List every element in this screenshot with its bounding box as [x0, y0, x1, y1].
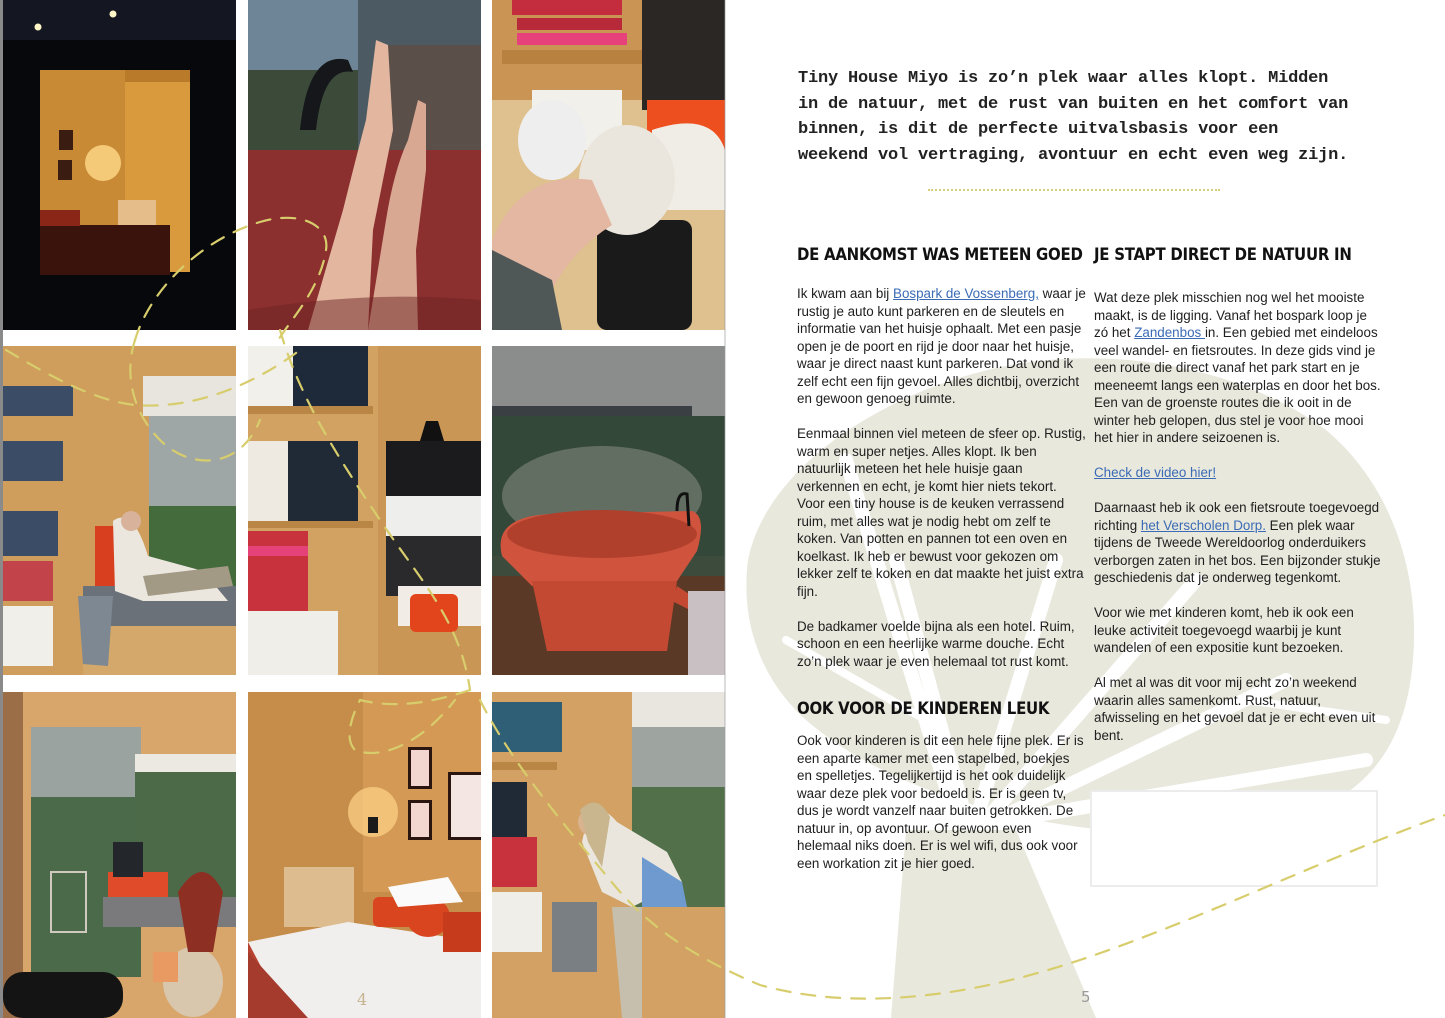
article-column-right [1094, 244, 1382, 744]
arrival-paragraph-3: De badkamer voelde bijna als een hotel. Ruim, schoon en een heerlijke warme douche. Echt zo’n plek waar je even helemaal tot rust komt. [797, 618, 1075, 669]
intro-paragraph: Tiny House Miyo is zo’n plek waar alles klopt. Midden in de natuur, met de rust van buiten en het comfort van binnen, is dit de perfecte uitvalsbasis voor een weekend vol vertraging, avontuur en echt even weg zijn. [798, 69, 1349, 165]
kids-paragraph-1: Ook voor kinderen is dit een hele fijne plek. Er is een aparte kamer met een stapelbed, boekjes en spelletjes. Tegelijkertijd is het ook duidelijk waar deze plek voor bedoeld is. Er is geen tv, dus je wordt vanzelf naar buiten getrokken. De natuur in, op avontuur. Of gewoon even helemaal niks doen. Er is wel wifi, dus ook voor een workation zit je hier goed. [797, 733, 1084, 871]
photo-woman-leaning-image [492, 692, 725, 1018]
nature-paragraph-4: Al met al was dit voor mij echt zo’n weekend waarin alles samenkomt. Rust, natuur, afwisseling en het gevoel dat je er echt even uit bent. [1094, 675, 1376, 743]
link-check-video[interactable]: Check de video hier! [1094, 465, 1217, 480]
photo-living-area-image [3, 692, 236, 1018]
article-column-left [797, 244, 1087, 872]
nature-text-before: Wat deze plek misschien nog wel het mooiste maakt, is de ligging. Vanaf het bospark loop je zó het [1094, 290, 1367, 340]
heading-arrival: DE AANKOMST WAS METEEN GOED [797, 245, 1083, 265]
page-number-right: 5 [1081, 988, 1091, 1006]
nature-paragraph-3: Voor wie met kinderen komt, heb ik ook een leuke activiteit toegevoegd waarbij je kunt wandelen of een expositie kunt bezoeken. [1094, 605, 1354, 655]
arrival-text-after: waar je rustig je auto kunt parkeren en de sleutels en informatie van het huisje ophaalt. Met een pasje open je de poort en rijd je door naar het huisje, waar je direct naast kunt parkeren. Dat vond ik zelf echt een fijn gevoel. Alles dichtbij, overzicht en gewoon genoeg ruimte. [797, 286, 1086, 406]
nature-text-after: in. Een gebied met eindeloos veel wandel- en fietsroutes. In deze gids vind je een route die direct vanaf het park start en je meeneemt langs een waterplas en door het bos. Een van de groenste routes die ik ooit in de winter heb gelopen, dus stel je voor hoe mooi het hier in andere seizoenen is. [1094, 325, 1381, 445]
nature-paragraph-1 [1094, 289, 1382, 447]
photo-window-seat-reading [3, 346, 236, 675]
heading-kids: OOK VOOR DE KINDEREN LEUK [797, 699, 1050, 719]
photo-bookshelves-kitchen [248, 346, 481, 675]
photo-living-area [3, 692, 236, 1018]
link-zandenbos[interactable]: Zandenbos [1134, 325, 1205, 340]
arrival-paragraph-2: Eenmaal binnen viel meteen de sfeer op. Rustig, warm en super netjes. Alles klopt. Ik ben natuurlijk meteen het hele huisje gaan verkennen en echt, je komt hier niets tekort. Voor een tiny house is de keuken verrassend ruim, met alles wat je nodig hebt om zelf te koken. Van potten en pannen tot een oven en koelkast. Ik heb er bewust voor gekozen om lekker zelf te koken en dat maakte het juist extra fijn. [797, 426, 1086, 599]
photo-bath-legs-image [248, 0, 481, 330]
photo-night-exterior-image [3, 0, 236, 330]
link-verscholen-dorp[interactable]: het Verscholen Dorp. [1140, 517, 1266, 533]
heading-nature: JE STAPT DIRECT DE NATUUR IN [1094, 245, 1352, 265]
video-link-paragraph [1094, 464, 1382, 482]
dotted-divider [928, 189, 1220, 191]
arrival-paragraph-1 [797, 285, 1087, 408]
nature-paragraph-2 [1094, 499, 1382, 587]
nature2-text-after: Een plek waar tijdens de Tweede Wereldoorlog onderduikers verborgen zaten in het bos. Een bijzonder stukje geschiedenis dat je onderweg tegenkomt. [1094, 517, 1381, 585]
photo-coffee-mug-image [492, 0, 725, 330]
photo-window-seat-reading-image [3, 346, 236, 675]
photo-outdoor-bathtub-image [492, 346, 725, 675]
page-number-left: 4 [357, 990, 368, 1009]
photo-bath-legs [248, 0, 481, 330]
photo-bedroom-image [248, 692, 481, 1018]
photo-bookshelves-kitchen-image [248, 346, 481, 675]
photo-night-exterior [3, 0, 236, 330]
photo-woman-leaning [492, 692, 725, 1018]
photo-coffee-mug [492, 0, 725, 330]
photo-bedroom [248, 692, 481, 1018]
photo-outdoor-bathtub [492, 346, 725, 675]
link-bospark-de-vossenberg[interactable]: Bospark de Vossenberg, [893, 286, 1039, 301]
right-page-article [726, 0, 1445, 1018]
empty-media-placeholder [1090, 790, 1378, 887]
nature2-text-before: Daarnaast heb ik ook een fietsroute toegevoegd richting [1094, 500, 1380, 533]
arrival-text-before: Ik kwam aan bij [797, 286, 894, 301]
